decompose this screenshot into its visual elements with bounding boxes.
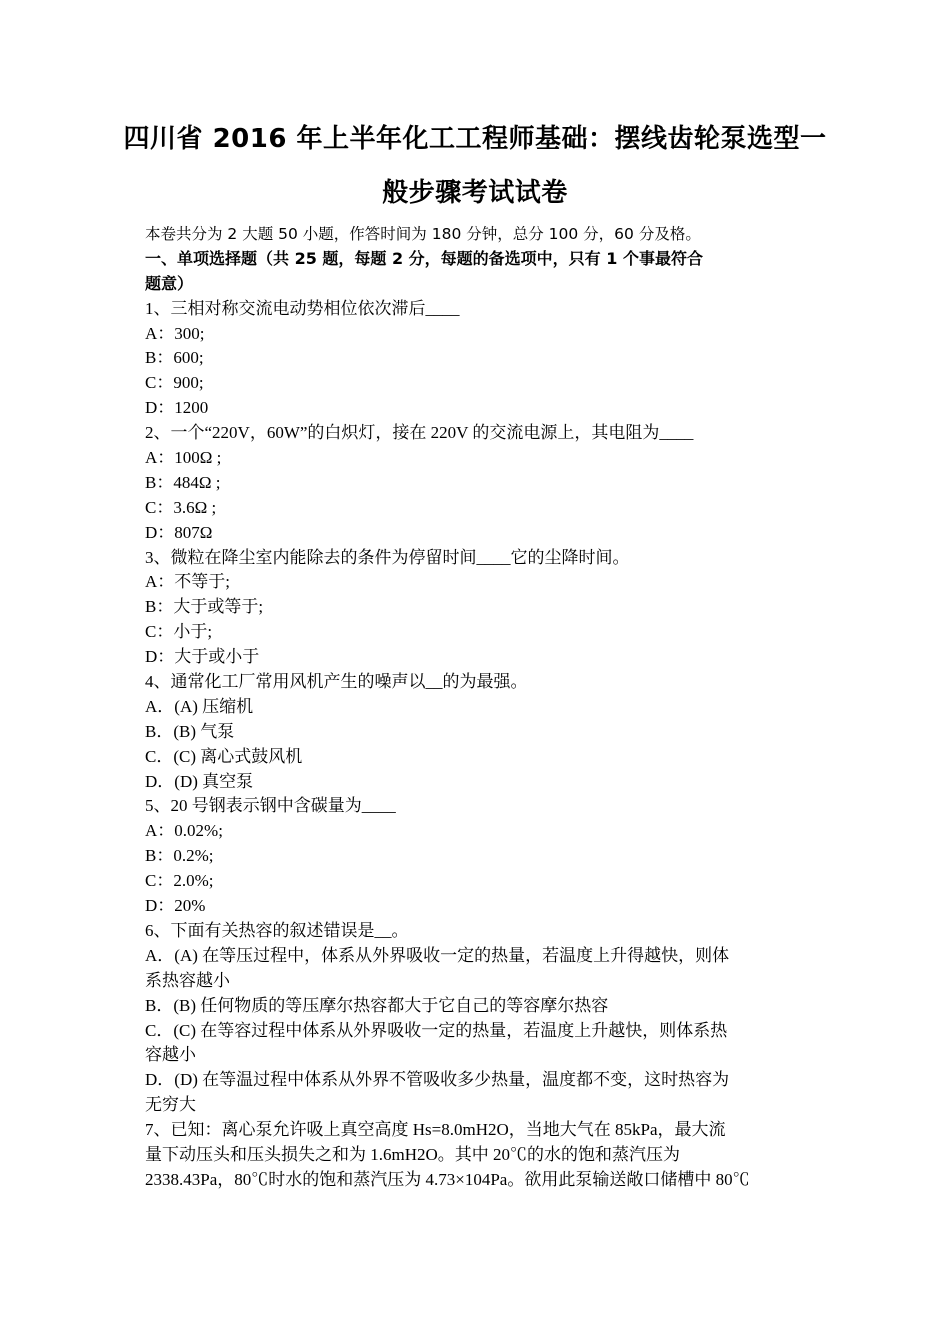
document-body <box>145 222 815 1193</box>
option-line: B：大于或等于; <box>145 597 264 617</box>
option-line: C．(C) 离心式鼓风机 <box>145 746 303 766</box>
option-line: D：20% <box>145 896 206 916</box>
document-title-line-1: 四川省 2016 年上半年化工工程师基础：摆线齿轮泵选型一 <box>123 124 827 154</box>
option-line: D．(D) 真空泵 <box>145 771 254 791</box>
option-line: A：0.02%; <box>145 821 223 841</box>
question-3: 3、微粒在降尘室内能除去的条件为停留时间____它的尘降时间。 <box>145 547 630 567</box>
option-line: D：807Ω <box>145 522 213 542</box>
option-line-continued: 无穷大 <box>145 1095 196 1115</box>
option-line: D：1200 <box>145 398 209 418</box>
option-line: D：大于或小于 <box>145 647 260 667</box>
option-line: A．(A) 在等压过程中，体系从外界吸收一定的热量，若温度上升得越快，则体 <box>145 945 730 965</box>
option-line: C：2.0%; <box>145 871 214 891</box>
document-title-line-2: 般步骤考试试卷 <box>382 178 568 208</box>
question-5: 5、20 号钢表示钢中含碳量为____ <box>145 796 396 816</box>
option-line: C：小于; <box>145 622 213 642</box>
option-line: B：0.2%; <box>145 846 214 866</box>
option-line: A：300; <box>145 323 205 343</box>
option-line: B．(B) 任何物质的等压摩尔热容都大于它自己的等容摩尔热容 <box>145 995 609 1015</box>
exam-intro: 本卷共分为 2 大题 50 小题，作答时间为 180 分钟，总分 100 分，60 分及格。 <box>145 225 701 243</box>
section-heading: 一、单项选择题（共 25 题，每题 2 分，每题的备选项中，只有 1 个事最符合 <box>145 248 703 268</box>
option-line: C：3.6Ω ; <box>145 497 217 517</box>
section-heading-continued: 题意） <box>145 273 194 293</box>
option-line: C．(C) 在等容过程中体系从外界吸收一定的热量，若温度上升越快，则体系热 <box>145 1020 728 1040</box>
question-4: 4、通常化工厂常用风机产生的噪声以__的为最强。 <box>145 672 528 692</box>
option-line: B：600; <box>145 348 204 368</box>
question-7-continued: 量下动压头和压头损失之和为 1.6mH2O。其中 20℃的水的饱和蒸汽压为 <box>145 1144 681 1164</box>
question-1: 1、三相对称交流电动势相位依次滞后____ <box>145 298 460 318</box>
question-2: 2、一个“220V，60W”的白炽灯，接在 220V 的交流电源上，其电阻为____ <box>145 423 694 443</box>
option-line-continued: 容越小 <box>145 1045 196 1065</box>
question-6: 6、下面有关热容的叙述错误是__。 <box>145 920 409 940</box>
question-7: 7、已知：离心泵允许吸上真空高度 Hs=8.0mH2O，当地大气在 85kPa，最大流 <box>145 1120 726 1140</box>
option-line: B：484Ω ; <box>145 472 221 492</box>
question-7-continued: 2338.43Pa，80℃时水的饱和蒸汽压为 4.73×104Pa。欲用此泵输送敞口储槽中 80℃ <box>145 1169 750 1189</box>
option-line: A：不等于; <box>145 572 230 592</box>
option-line: A：100Ω ; <box>145 448 222 468</box>
option-line: C：900; <box>145 373 204 393</box>
option-line: B．(B) 气泵 <box>145 721 235 741</box>
option-line-continued: 系热容越小 <box>145 970 230 990</box>
option-line: A．(A) 压缩机 <box>145 696 254 716</box>
option-line: D．(D) 在等温过程中体系从外界不管吸收多少热量，温度都不变，这时热容为 <box>145 1070 730 1090</box>
